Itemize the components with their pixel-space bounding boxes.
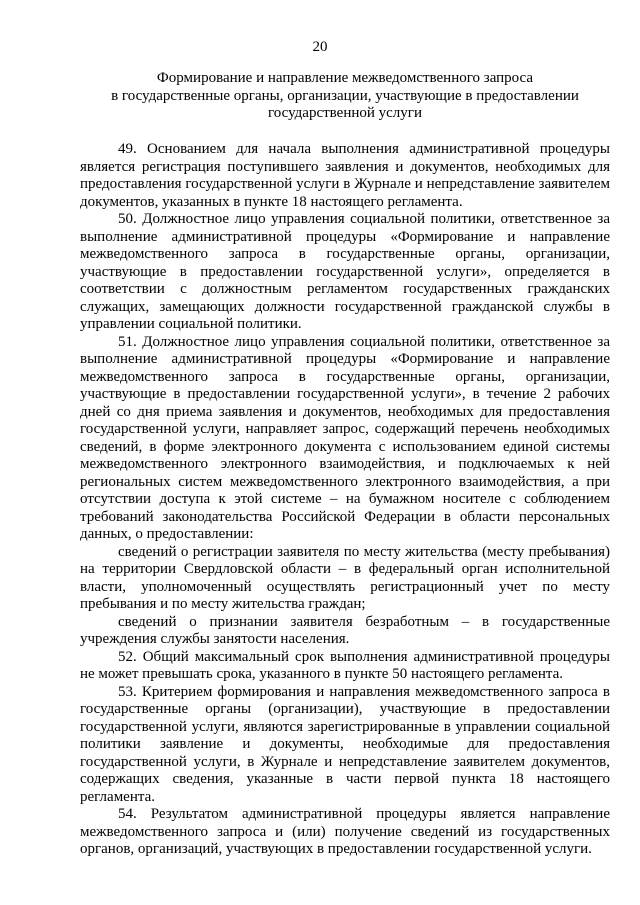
paragraph-52: 52. Общий максимальный срок выполнения административной процедуры не может превышать срока, указанного в пункте 50 настоящего регламента. [80, 648, 610, 682]
section-heading-line-2: в государственные органы, организации, участвующие в предоставлении [111, 87, 579, 104]
list-item-registration-info: сведений о регистрации заявителя по месту жительства (месту пребывания) на территории Свердловской области – в федеральный орган исполнительной власти, уполномоченный осуществлять регистрационный учет по месту пребывания и по месту жительства граждан; [80, 543, 610, 612]
paragraph-51: 51. Должностное лицо управления социальной политики, ответственное за выполнение административной процедуры «Формирование и направление межведомственного запроса в государственные органы, организации, участвующие в предоставлении государственной услуги», в течение 2 рабочих дней со дня приема заявления и документов, необходимых для предоставления государственной услуги, направляет запрос, содержащий перечень необходимых сведений, в форме электронного документа с использованием единой системы межведомственного электронного взаимодействия, и подключаемых к ней региональных систем межведомственного электронного взаимодействия, а при отсутствии доступа к этой системе – на бумажном носителе с соблюдением требований законодательства Российской Федерации в области персональных данных, о предоставлении: [80, 333, 610, 542]
section-heading-line-1: Формирование и направление межведомственного запроса [156, 70, 534, 86]
paragraph-54: 54. Результатом административной процедуры является направление межведомственного запроса и (или) получение сведений из государственных органов, организаций, участвующих в предоставлении государственной услуги. [80, 806, 610, 857]
list-item-unemployment-info: сведений о признании заявителя безработным – в государственные учреждения службы занятости населения. [80, 613, 610, 647]
paragraph-53: 53. Критерием формирования и направления межведомственного запроса в государственные органы (организации), участвующие в предоставлении государственной услуги, являются зарегистрированные в управлении социальной политики заявление и документы, необходимые для предоставления государственной услуги, в Журнале и непредставление заявителем документов, содержащих сведения, указанные в части первой пункта 18 настоящего регламента. [80, 683, 610, 805]
page-number: 20 [312, 39, 328, 55]
paragraph-49: 49. Основанием для начала выполнения административной процедуры является регистрация поступившего заявления и документов, необходимых для предоставления государственной услуги в Журнале и непредставление заявителем документов, указанных в пункте 18 настоящего регламента. [80, 141, 610, 210]
paragraph-50: 50. Должностное лицо управления социальной политики, ответственное за выполнение административной процедуры «Формирование и направление межведомственного запроса в государственные органы, организации, участвующие в предоставлении государственной услуги», определяется в соответствии с должностным регламентом государственных гражданских служащих, замещающих должности государственной гражданской службы в управлении социальной политики. [80, 211, 610, 332]
document-body [80, 141, 610, 859]
section-heading-line-3: государственной услуги [268, 105, 422, 121]
section-heading [80, 70, 610, 123]
